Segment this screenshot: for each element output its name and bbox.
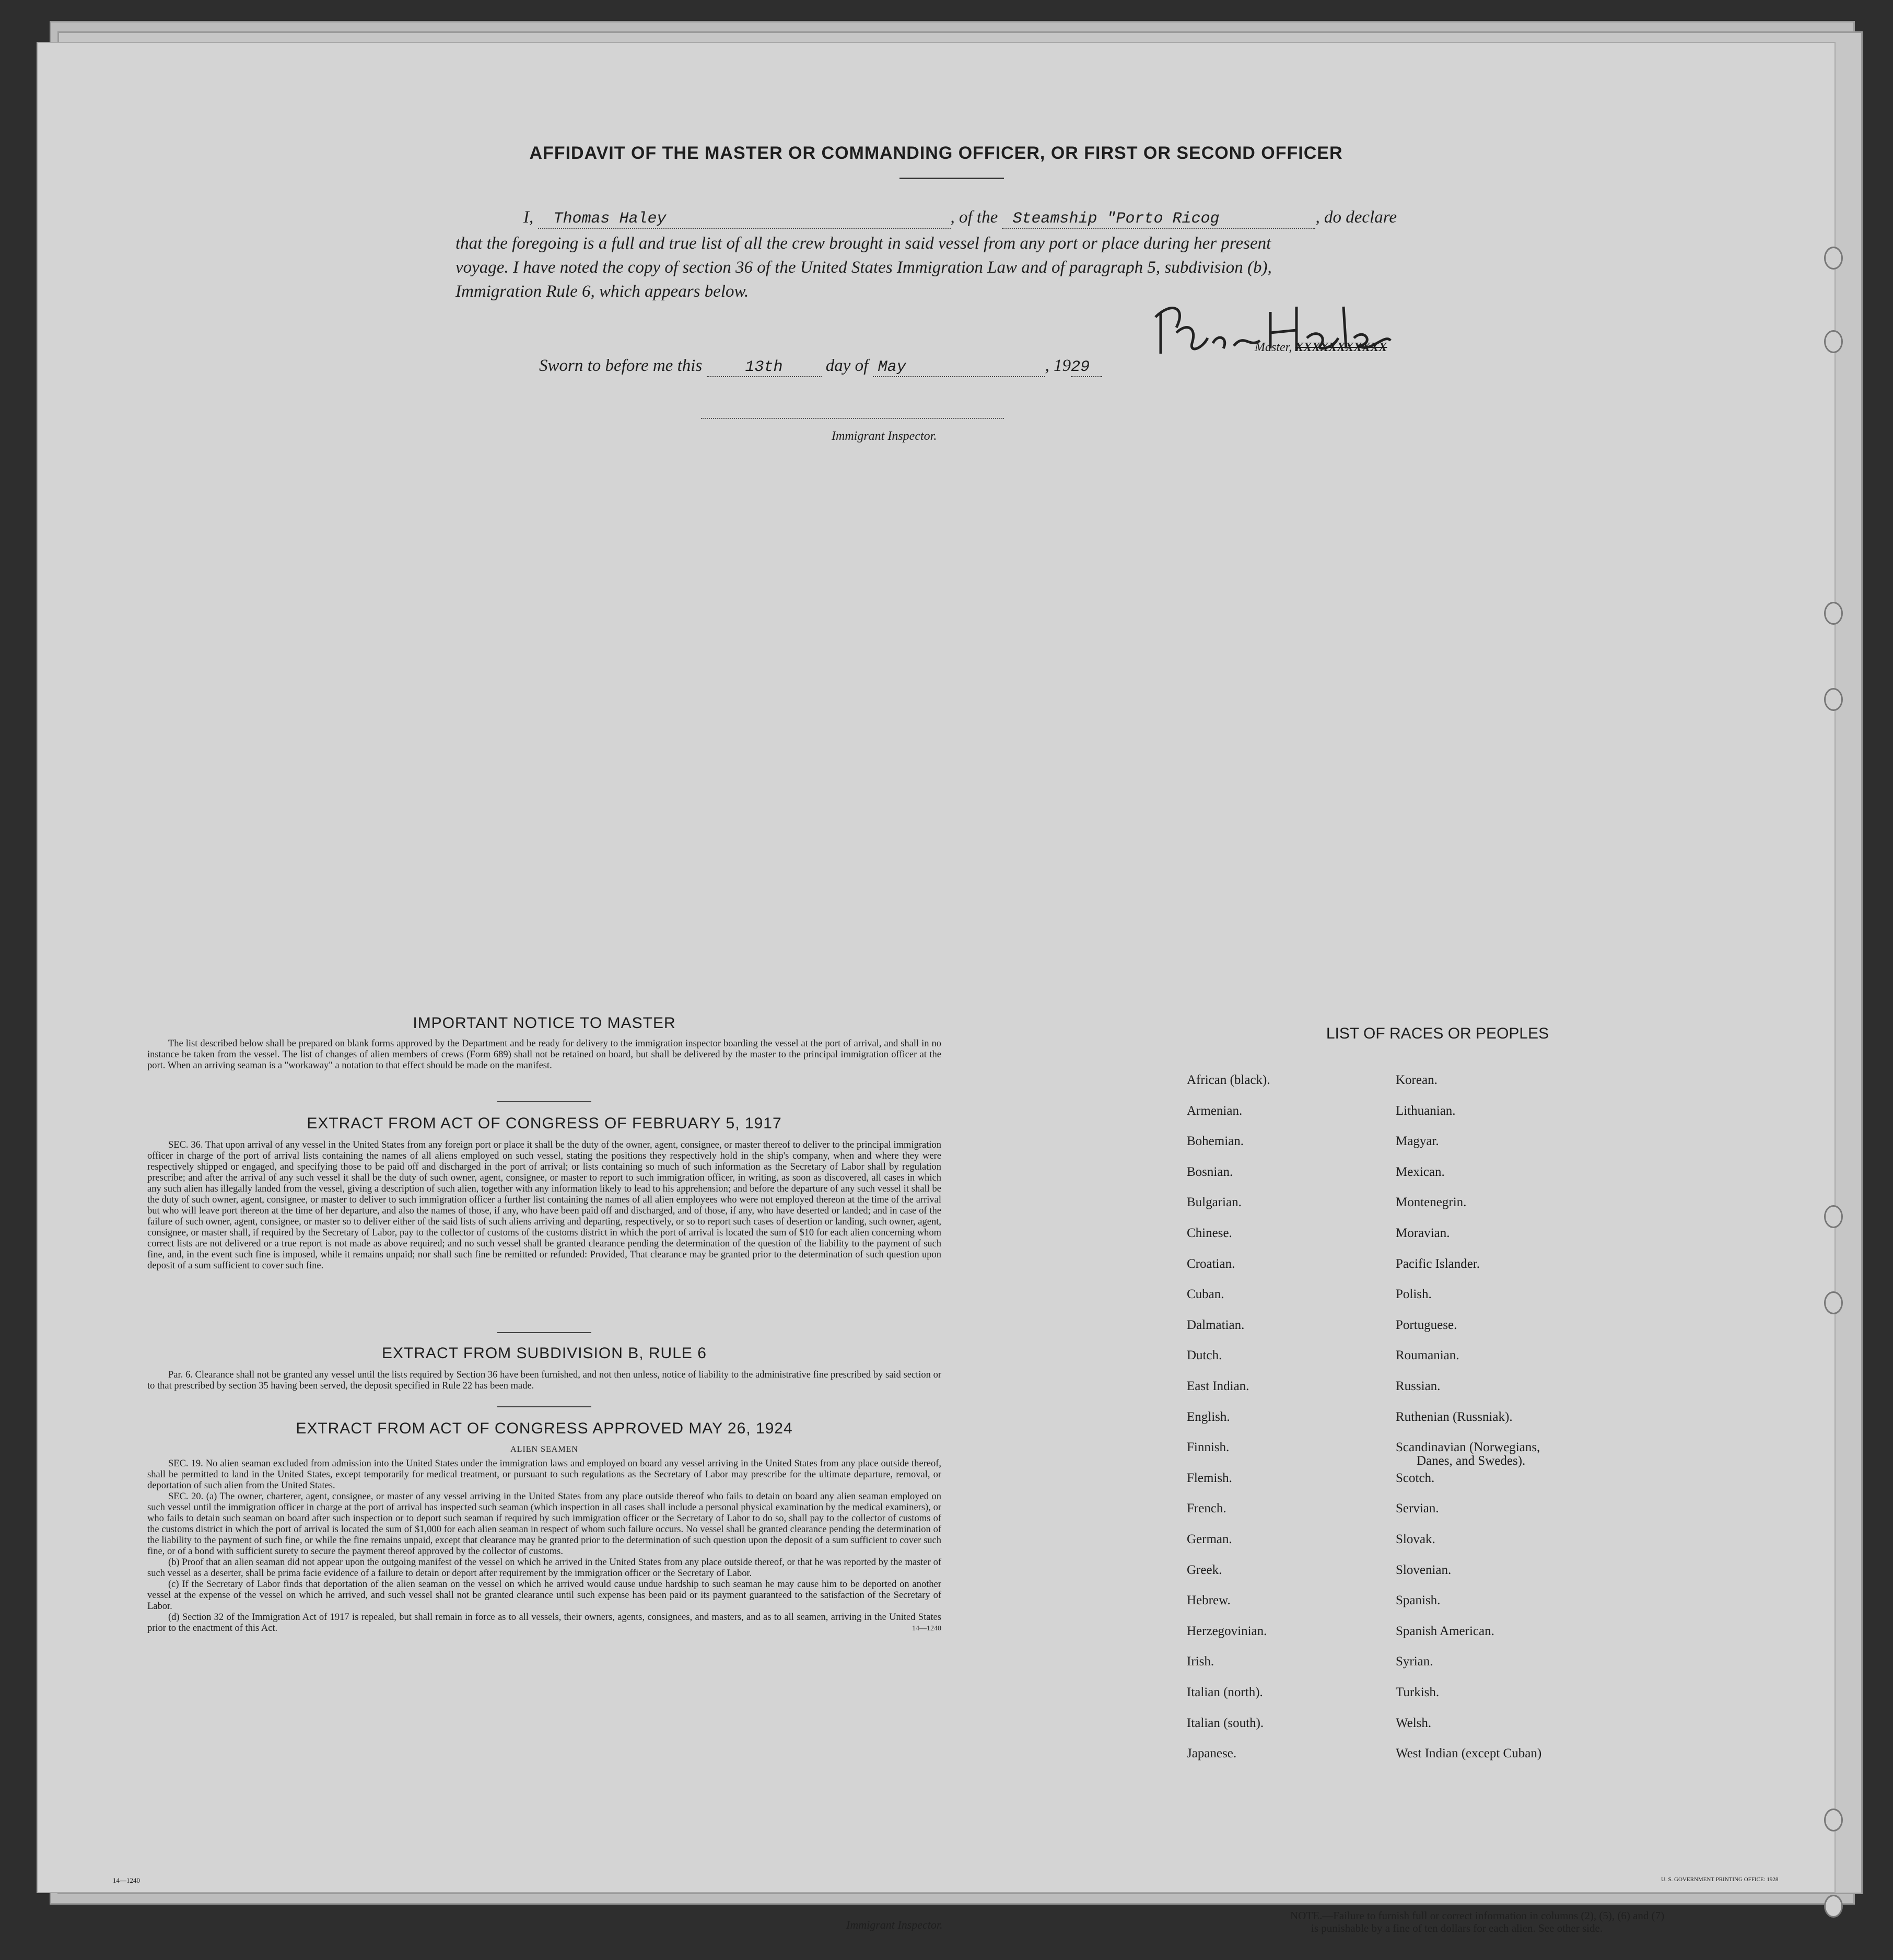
do-declare-text: , do declare — [1315, 208, 1397, 227]
race-item: Dalmatian. — [1187, 1317, 1245, 1332]
declaration-line-1 — [523, 208, 1526, 234]
race-item: Roumanian. — [1396, 1348, 1459, 1363]
extract-1917-body — [147, 1140, 941, 1271]
race-item: Ruthenian (Russniak). — [1396, 1409, 1513, 1424]
race-item: Bosnian. — [1187, 1164, 1233, 1179]
form-number: 14—1240 — [912, 1625, 941, 1632]
race-item: German. — [1187, 1532, 1232, 1546]
pronoun: I, — [523, 208, 534, 227]
race-item: Irish. — [1187, 1654, 1214, 1669]
sworn-day-field: 13th — [707, 358, 822, 377]
sec-20d-paragraph — [147, 1612, 941, 1634]
extract-1924-body — [147, 1459, 941, 1634]
race-item: Welsh. — [1396, 1716, 1432, 1730]
race-item: Moravian. — [1396, 1226, 1450, 1240]
race-item: Russian. — [1396, 1379, 1441, 1393]
race-item: Polish. — [1396, 1287, 1432, 1302]
race-item: Flemish. — [1187, 1471, 1232, 1485]
extract-rule6-heading: EXTRACT FROM SUBDIVISION B, RULE 6 — [382, 1345, 707, 1362]
bottom-form-number: 14—1240 — [113, 1876, 140, 1884]
vessel-name-field: Steamship "Porto Ricog — [1002, 210, 1315, 229]
punch-hole — [1824, 602, 1843, 625]
declaration-line-2: that the foregoing is a full and true list of all the crew brought in said vessel from any port or place during her present — [455, 234, 1271, 253]
race-item: Turkish. — [1396, 1685, 1440, 1699]
race-item: Slovak. — [1396, 1532, 1435, 1546]
race-item: Pacific Islander. — [1396, 1256, 1480, 1271]
race-item: Italian (north). — [1187, 1685, 1263, 1699]
race-item: Scotch. — [1396, 1471, 1435, 1485]
race-item: Spanish American. — [1396, 1624, 1494, 1638]
sec-19-paragraph: SEC. 19. No alien seaman excluded from admission into the United States under the immigration laws and employed on board any vessel arriving in the United States from any place outside thereof, shall be permitted to land in the United States, except temporarily for medical treatment, or pursuant to such regulations as the Secretary of Labor may prescribe for the ultimate departure, removal, or deportation of such alien from the United States. — [147, 1459, 941, 1491]
declaration-line-3: voyage. I have noted the copy of section 36 of the United States Immigration Law and of paragraph 5, subdivision (b), — [455, 258, 1272, 277]
race-item: Danes, and Swedes). — [1417, 1454, 1526, 1468]
title-rule — [899, 178, 1004, 179]
race-item: Herzegovinian. — [1187, 1624, 1267, 1638]
notice-heading: IMPORTANT NOTICE TO MASTER — [413, 1014, 676, 1032]
sec-20d-text: (d) Section 32 of the Immigration Act of 1917 is repealed, but shall remain in force as to all vessels, their owners, agents, consignees, and masters, and as to all seamen, arriving in the United States prior to the enactment of this Act. — [147, 1612, 941, 1634]
divider — [497, 1406, 591, 1407]
sworn-year-field: 29 — [1071, 358, 1102, 377]
race-item: Lithuanian. — [1396, 1103, 1456, 1118]
affidavit-title-text: AFFIDAVIT OF THE MASTER OR COMMANDING OFFICER, OR FIRST OR SECOND OFFICER — [529, 143, 1343, 163]
master-label-text: Master, — [1255, 341, 1292, 354]
race-item: Slovenian. — [1396, 1562, 1452, 1577]
struck-officer-text: XXXXXXXXXXX — [1295, 341, 1387, 354]
race-item: African (black). — [1187, 1073, 1270, 1087]
race-item: Japanese. — [1187, 1746, 1237, 1761]
punch-hole — [1824, 1205, 1843, 1228]
section-36-paragraph: SEC. 36. That upon arrival of any vessel in the United States from any foreign port or place it shall be the duty of the owner, agent, consignee, or master thereof to deliver to the principal immigration officer in charge of the port of arrival lists containing the names of all aliens employed on such vessel, stating the positions they respectively hold in the ship's company, when and where they were respectively shipped or engaged, and specifying those to be paid off and discharged in the port of arrival; or lists containing so much of such information as the Secretary of Labor shall by regulation prescribe; and after the arrival of any such vessel it shall be the duty of such owner, agent, consignee, or master to report to such immigration officer, in writing, as soon as discovered, all cases in which any such alien has illegally landed from the vessel, giving a description of such alien, together with any information likely to lead to his apprehension; and before the departure of any such vessel it shall be the duty of such owner, agent, consignee, or master to deliver to such immigration officer a further list containing the names of all alien employees who were not employed thereon at the time of the arrival but who will leave port thereon at the time of her departure, and also the names of those, if any, who have been paid off and discharged, and of those, if any, who have deserted or landed; and in case of the failure of such owner, agent, consignee, or master so to deliver either of the said lists of such aliens arriving and departing, respectively, or so to report such cases of desertion or landing, such owner, agent, consignee, or master shall, if required by the Secretary of Labor, pay to the collector of customs of the customs district in which the port of arrival is located the sum of $10 for each alien concerning whom correct lists are not delivered or a true report is not made as above required; and no such vessel shall be granted clearance pending the determination of the question of the liability to the payment of such fine, and, in the event such fine is imposed, while it remains unpaid; nor shall such fine be remitted or refunded: Provided, That clearance may be granted prior to the determination of such question upon deposit of a sum sufficient to cover such fine. — [147, 1140, 941, 1271]
race-item: Bohemian. — [1187, 1134, 1244, 1149]
punch-hole — [1824, 1895, 1843, 1918]
race-item: Bulgarian. — [1187, 1195, 1242, 1210]
race-item: Dutch. — [1187, 1348, 1222, 1363]
inspector-signature-line — [701, 418, 1004, 419]
notice-body — [147, 1039, 941, 1071]
races-heading: LIST OF RACES OR PEOPLES — [1326, 1025, 1549, 1042]
notice-paragraph: The list described below shall be prepared on blank forms approved by the Department and be ready for delivery to the immigration inspector boarding the vessel at the port of arrival, and shall in no instance be taken from the vessel. The list of changes of alien members of crews (Form 689) shall not be retained on board, but shall be delivered by the master to the principal immigration officer at the port. When an arriving seaman is a "workaway" a notation to that effect should be made on the manifest. — [147, 1039, 941, 1071]
race-item: Mexican. — [1396, 1164, 1445, 1179]
inspector-label: Immigrant Inspector. — [832, 429, 937, 443]
alien-seamen-subheading: ALIEN SEAMEN — [510, 1445, 578, 1454]
note-line-1: NOTE.—Failure to furnish full or correct information in columns (2), (5), (6) and (7) — [1290, 1909, 1665, 1922]
race-item: Cuban. — [1187, 1287, 1224, 1302]
extract-1917-heading: EXTRACT FROM ACT OF CONGRESS OF FEBRUARY 5, 1917 — [307, 1115, 782, 1132]
sworn-line — [539, 356, 1218, 382]
divider — [497, 1101, 591, 1102]
race-item: Scandinavian (Norwegians, — [1396, 1440, 1540, 1455]
punch-hole — [1824, 1291, 1843, 1314]
race-item: Armenian. — [1187, 1103, 1243, 1118]
race-item: Syrian. — [1396, 1654, 1433, 1669]
race-item: French. — [1187, 1501, 1226, 1516]
punch-hole — [1824, 1809, 1843, 1831]
sworn-month-field: May — [873, 358, 1045, 377]
race-item: Portuguese. — [1396, 1317, 1457, 1332]
declaration-line-4: Immigration Rule 6, which appears below. — [455, 282, 749, 301]
race-item: Korean. — [1396, 1073, 1438, 1087]
race-item: Servian. — [1396, 1501, 1439, 1516]
race-item: West Indian (except Cuban) — [1396, 1746, 1542, 1761]
bottom-inspector-label: Immigrant Inspector. — [846, 1918, 943, 1931]
race-item: East Indian. — [1187, 1379, 1249, 1393]
extract-rule6-body — [147, 1370, 941, 1392]
day-of-text: day of — [825, 356, 869, 375]
race-item: Italian (south). — [1187, 1716, 1264, 1730]
sec-20a-paragraph: SEC. 20. (a) The owner, charterer, agent, consignee, or master of any vessel arriving in the United States from any place outside thereof who fails to detain on board any alien seaman employed on such vessel until the immigration officer in charge at the port of arrival has inspected such seaman (which inspection in all cases shall include a personal physical examination by the medical examiners), or who fails to detain such seaman on board after such inspection or to deport such seaman if required by such immigration officer or the Secretary of Labor to do so, shall pay to the collector of customs of the customs district in which the port of arrival is located the sum of $1,000 for each alien seaman in respect of whom such failure occurs. No vessel shall be granted clearance pending the determination of the liability to the payment of such fine, or while the fine remains unpaid, except that clearance may be granted prior to the determination of such question upon the deposit of a sum sufficient to cover such fine, or of a bond with sufficient surety to secure the payment thereof approved by the collector of customs. — [147, 1491, 941, 1557]
master-name-field: Thomas Haley — [538, 210, 951, 229]
race-item: Croatian. — [1187, 1256, 1235, 1271]
punch-hole — [1824, 330, 1843, 353]
race-item: Finnish. — [1187, 1440, 1230, 1455]
master-label — [1255, 341, 1387, 355]
document-page — [37, 42, 1836, 1893]
sworn-prefix: Sworn to before me this — [539, 356, 703, 375]
punch-hole — [1824, 247, 1843, 270]
footer-note — [1290, 1909, 1760, 1934]
race-item: Hebrew. — [1187, 1593, 1231, 1608]
sec-20b-paragraph: (b) Proof that an alien seaman did not appear upon the outgoing manifest of the vessel on which he arrived in the United States from any place outside thereof, or that he was reported by the master of such vessel as a deserter, shall be prima facie evidence of a failure to detain or deport after requirement by the immigration officer or the Secretary of Labor. — [147, 1557, 941, 1579]
race-item: English. — [1187, 1409, 1230, 1424]
of-the-text: , of the — [950, 208, 998, 227]
sec-20c-paragraph: (c) If the Secretary of Labor finds that deportation of the alien seaman on the vessel on which he arrived would cause undue hardship to such seaman he may cause him to be deported on another vessel at the expense of the vessel on which he arrived, and such vessel shall not be granted clearance until such expense has been paid or its payment guaranteed to the satisfaction of the Secretary of Labor. — [147, 1579, 941, 1612]
gpo-imprint: U. S. GOVERNMENT PRINTING OFFICE: 1928 — [1661, 1876, 1779, 1883]
divider — [497, 1332, 591, 1333]
note-line-2: is punishable by a fine of ten dollars for each alien. See other side. — [1311, 1922, 1603, 1934]
race-item: Magyar. — [1396, 1134, 1439, 1149]
punch-hole — [1824, 688, 1843, 711]
race-item: Chinese. — [1187, 1226, 1232, 1240]
year-prefix: , 19 — [1045, 356, 1071, 375]
par-6-paragraph: Par. 6. Clearance shall not be granted any vessel until the lists required by Section 36 have been furnished, and not then unless, notice of liability to the administrative fine prescribed by said section or to that prescribed by section 35 having been served, the deposit specified in Rule 22 has been made. — [147, 1370, 941, 1391]
race-item: Montenegrin. — [1396, 1195, 1467, 1210]
race-item: Greek. — [1187, 1562, 1222, 1577]
affidavit-title — [38, 143, 1834, 164]
race-item: Spanish. — [1396, 1593, 1441, 1608]
extract-1924-heading: EXTRACT FROM ACT OF CONGRESS APPROVED MAY 26, 1924 — [296, 1420, 793, 1437]
